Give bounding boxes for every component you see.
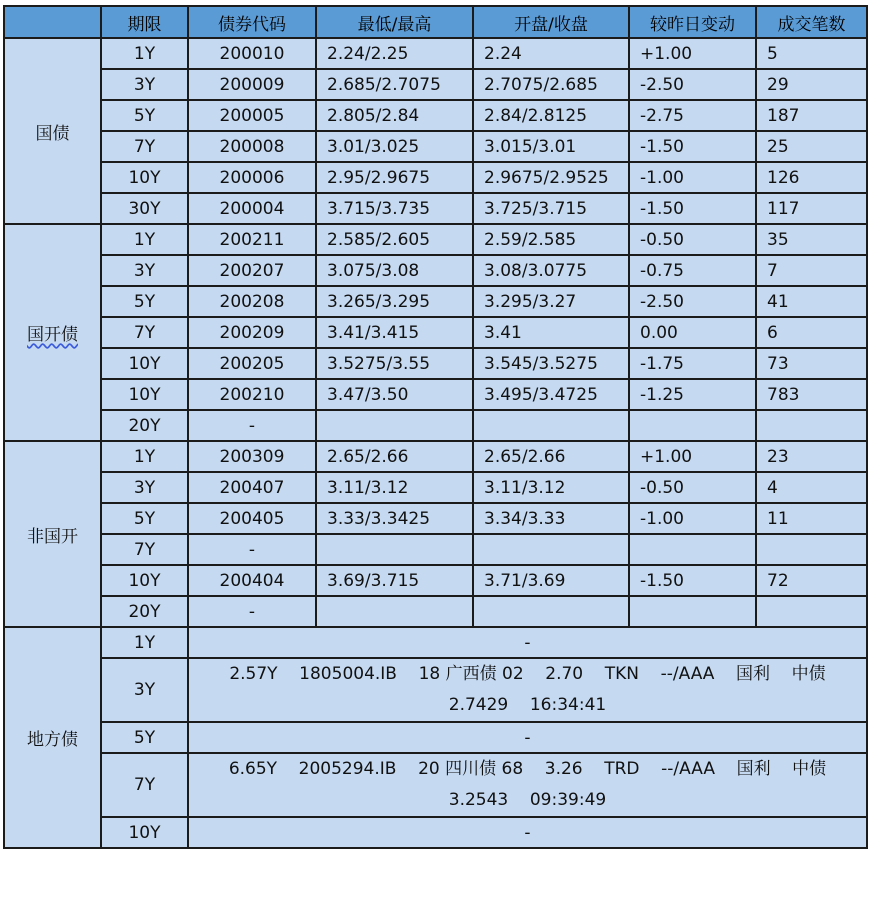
term-cell: 5Y [101, 286, 188, 317]
table-row [4, 38, 867, 69]
change-cell: -2.75 [629, 100, 756, 131]
table-row [4, 224, 867, 255]
trades-cell: 126 [756, 162, 867, 193]
low-high-cell: 3.075/3.08 [316, 255, 473, 286]
change-cell [629, 596, 756, 627]
bond-code-cell: 200208 [188, 286, 316, 317]
change-cell: -1.50 [629, 131, 756, 162]
table-body [4, 38, 867, 848]
change-cell: +1.00 [629, 38, 756, 69]
table-row [4, 410, 867, 441]
header-category [4, 6, 101, 38]
table-row [4, 131, 867, 162]
category-label: 地方债 [27, 730, 78, 750]
low-high-cell: 2.805/2.84 [316, 100, 473, 131]
term-cell: 7Y [101, 131, 188, 162]
trades-cell: 41 [756, 286, 867, 317]
low-high-cell: 2.585/2.605 [316, 224, 473, 255]
category-cell [4, 627, 101, 848]
bond-code-cell: 200004 [188, 193, 316, 224]
bond-quote-table [3, 5, 868, 849]
low-high-cell: 2.95/2.9675 [316, 162, 473, 193]
table-row [4, 317, 867, 348]
open-close-cell: 3.015/3.01 [473, 131, 629, 162]
table-row [4, 722, 867, 753]
term-cell: 7Y [101, 753, 188, 817]
bond-code-cell: 200010 [188, 38, 316, 69]
table-row [4, 348, 867, 379]
term-cell: 10Y [101, 162, 188, 193]
open-close-cell: 3.71/3.69 [473, 565, 629, 596]
open-close-cell: 3.41 [473, 317, 629, 348]
term-cell: 3Y [101, 658, 188, 722]
low-high-cell: 2.24/2.25 [316, 38, 473, 69]
low-high-cell: 2.65/2.66 [316, 441, 473, 472]
term-cell: 1Y [101, 38, 188, 69]
header-code: 债券代码 [188, 6, 316, 38]
table-row [4, 162, 867, 193]
open-close-cell: 2.59/2.585 [473, 224, 629, 255]
header-low-high: 最低/最高 [316, 6, 473, 38]
trades-cell: 783 [756, 379, 867, 410]
term-cell: 10Y [101, 817, 188, 848]
low-high-cell: 3.5275/3.55 [316, 348, 473, 379]
table-row [4, 441, 867, 472]
low-high-cell: 3.33/3.3425 [316, 503, 473, 534]
table-row [4, 658, 867, 722]
term-cell: 30Y [101, 193, 188, 224]
table-row [4, 534, 867, 565]
trades-cell: 25 [756, 131, 867, 162]
header-term: 期限 [101, 6, 188, 38]
trades-cell [756, 410, 867, 441]
bond-code-cell: - [188, 534, 316, 565]
change-cell: -1.50 [629, 193, 756, 224]
change-cell: -1.75 [629, 348, 756, 379]
open-close-cell: 3.34/3.33 [473, 503, 629, 534]
term-cell: 10Y [101, 379, 188, 410]
table-row [4, 255, 867, 286]
header-trades: 成交笔数 [756, 6, 867, 38]
table-row [4, 596, 867, 627]
change-cell: -0.50 [629, 472, 756, 503]
table-row [4, 193, 867, 224]
empty-placeholder-cell: - [188, 627, 867, 658]
table-row [4, 565, 867, 596]
bond-code-cell: 200005 [188, 100, 316, 131]
low-high-cell: 2.685/2.7075 [316, 69, 473, 100]
open-close-cell [473, 410, 629, 441]
bond-code-cell: 200211 [188, 224, 316, 255]
table-row [4, 379, 867, 410]
category-cell [4, 38, 101, 224]
low-high-cell: 3.11/3.12 [316, 472, 473, 503]
term-cell: 1Y [101, 224, 188, 255]
open-close-cell: 2.9675/2.9525 [473, 162, 629, 193]
open-close-cell: 3.11/3.12 [473, 472, 629, 503]
open-close-cell: 3.295/3.27 [473, 286, 629, 317]
table-row [4, 286, 867, 317]
category-cell [4, 224, 101, 441]
change-cell: 0.00 [629, 317, 756, 348]
bond-code-cell: 200205 [188, 348, 316, 379]
trades-cell [756, 596, 867, 627]
low-high-cell: 3.01/3.025 [316, 131, 473, 162]
bond-code-cell: 200407 [188, 472, 316, 503]
bond-code-cell: - [188, 410, 316, 441]
low-high-cell: 3.265/3.295 [316, 286, 473, 317]
empty-placeholder-cell: - [188, 722, 867, 753]
trades-cell: 5 [756, 38, 867, 69]
trades-cell: 29 [756, 69, 867, 100]
bond-code-cell: 200207 [188, 255, 316, 286]
term-cell: 10Y [101, 565, 188, 596]
term-cell: 1Y [101, 441, 188, 472]
open-close-cell: 3.545/3.5275 [473, 348, 629, 379]
open-close-cell: 2.24 [473, 38, 629, 69]
term-cell: 20Y [101, 596, 188, 627]
term-cell: 10Y [101, 348, 188, 379]
term-cell: 5Y [101, 722, 188, 753]
header-row [4, 6, 867, 38]
bond-code-cell: 200209 [188, 317, 316, 348]
change-cell: -2.50 [629, 69, 756, 100]
open-close-cell [473, 596, 629, 627]
low-high-cell [316, 596, 473, 627]
bond-code-cell: - [188, 596, 316, 627]
change-cell: -1.25 [629, 379, 756, 410]
trades-cell: 4 [756, 472, 867, 503]
change-cell [629, 534, 756, 565]
open-close-cell: 3.495/3.4725 [473, 379, 629, 410]
empty-placeholder-cell: - [188, 817, 867, 848]
trades-cell: 73 [756, 348, 867, 379]
term-cell: 7Y [101, 317, 188, 348]
low-high-cell [316, 410, 473, 441]
table-row [4, 753, 867, 817]
low-high-cell: 3.47/3.50 [316, 379, 473, 410]
bond-code-cell: 200210 [188, 379, 316, 410]
trades-cell: 6 [756, 317, 867, 348]
trades-cell: 23 [756, 441, 867, 472]
trades-cell [756, 534, 867, 565]
term-cell: 3Y [101, 472, 188, 503]
bond-code-cell: 200009 [188, 69, 316, 100]
term-cell: 20Y [101, 410, 188, 441]
trades-cell: 35 [756, 224, 867, 255]
table-row [4, 503, 867, 534]
bond-detail-cell: 2.57Y 1805004.IB 18 广西债 02 2.70 TKN --/AAA 国利 中债 2.7429 16:34:41 [188, 658, 867, 722]
trades-cell: 72 [756, 565, 867, 596]
category-cell [4, 441, 101, 627]
low-high-cell: 3.715/3.735 [316, 193, 473, 224]
term-cell: 7Y [101, 534, 188, 565]
table-row [4, 817, 867, 848]
open-close-cell [473, 534, 629, 565]
header-open-close: 开盘/收盘 [473, 6, 629, 38]
change-cell [629, 410, 756, 441]
change-cell: -1.00 [629, 162, 756, 193]
term-cell: 5Y [101, 100, 188, 131]
low-high-cell: 3.69/3.715 [316, 565, 473, 596]
trades-cell: 7 [756, 255, 867, 286]
bond-code-cell: 200309 [188, 441, 316, 472]
table-row [4, 69, 867, 100]
table-row [4, 100, 867, 131]
table-row [4, 627, 867, 658]
bond-detail-cell: 6.65Y 2005294.IB 20 四川债 68 3.26 TRD --/AAA 国利 中债 3.2543 09:39:49 [188, 753, 867, 817]
bond-code-cell: 200008 [188, 131, 316, 162]
bond-code-cell: 200006 [188, 162, 316, 193]
low-high-cell: 3.41/3.415 [316, 317, 473, 348]
category-label: 非国开 [27, 526, 78, 547]
category-label: 国债 [35, 123, 70, 144]
change-cell: -0.50 [629, 224, 756, 255]
term-cell: 1Y [101, 627, 188, 658]
change-cell: -2.50 [629, 286, 756, 317]
trades-cell: 187 [756, 100, 867, 131]
term-cell: 3Y [101, 69, 188, 100]
table-row [4, 472, 867, 503]
bond-code-cell: 200405 [188, 503, 316, 534]
change-cell: -0.75 [629, 255, 756, 286]
category-label: 国开债 [27, 325, 78, 345]
open-close-cell: 2.84/2.8125 [473, 100, 629, 131]
open-close-cell: 2.7075/2.685 [473, 69, 629, 100]
change-cell: -1.00 [629, 503, 756, 534]
header-change: 较昨日变动 [629, 6, 756, 38]
open-close-cell: 2.65/2.66 [473, 441, 629, 472]
open-close-cell: 3.08/3.0775 [473, 255, 629, 286]
low-high-cell [316, 534, 473, 565]
change-cell: +1.00 [629, 441, 756, 472]
term-cell: 5Y [101, 503, 188, 534]
open-close-cell: 3.725/3.715 [473, 193, 629, 224]
change-cell: -1.50 [629, 565, 756, 596]
term-cell: 3Y [101, 255, 188, 286]
trades-cell: 11 [756, 503, 867, 534]
trades-cell: 117 [756, 193, 867, 224]
bond-code-cell: 200404 [188, 565, 316, 596]
